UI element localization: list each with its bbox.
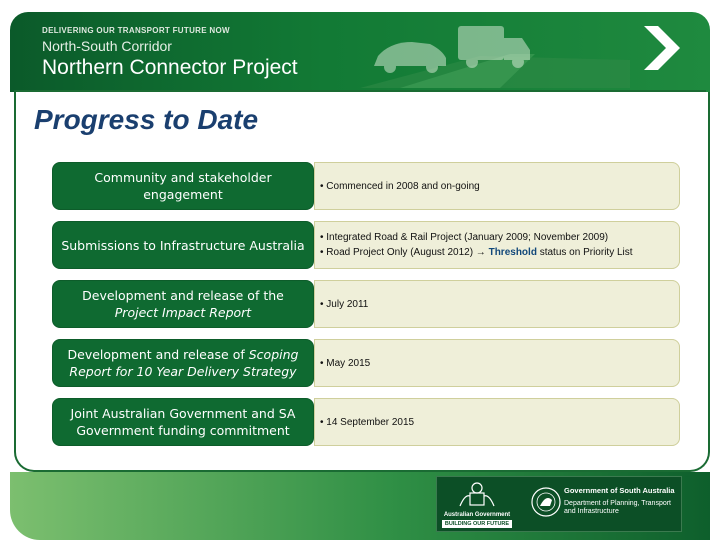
row-label-italic: Scoping Report for 10 Year Delivery Strategy [69,347,299,379]
row-label [52,221,314,269]
row-label-text: Submissions to Infrastructure Australia [61,237,305,253]
row-value-text: • Road Project Only (August 2012) → [320,247,489,258]
sa-department-text: Department of Planning, Transport and Infrastructure [564,500,672,515]
row-value [314,398,680,446]
row-value-line: • 14 September 2015 [320,416,415,428]
row-value-line: • May 2015 [320,357,371,369]
row-label-text [82,287,284,321]
ag-tagline: BUILDING OUR FUTURE [442,520,512,528]
header-banner [0,0,720,92]
row-label [52,339,314,387]
row-label-text [57,346,309,380]
road-vehicles-image [360,16,630,88]
row-value [314,280,680,328]
row-label-text: Joint Australian Government and SA Government funding commitment [70,406,296,438]
row-label-prefix: Development and release of the [82,288,284,303]
row-label [52,280,314,328]
row-value-line: • Commenced in 2008 and on-going [320,180,480,192]
row-label-italic: Project Impact Report [114,305,252,320]
row-label-text: Community and stakeholder engagement [94,170,272,202]
page-title: Progress to Date [34,104,259,135]
row-label [52,162,314,210]
row-value-line [320,245,680,260]
header-corridor: North-South Corridor [42,38,172,54]
row-value-text: status on Priority List [536,247,633,258]
row-value [314,339,680,387]
row-label [52,398,314,446]
coat-of-arms-icon [457,480,497,512]
sa-government-title: Government of South Australia [564,486,675,495]
chevron-right-icon [640,22,684,74]
row-label-prefix: Development and release of [67,347,249,362]
header-tagline: DELIVERING OUR TRANSPORT FUTURE NOW [42,26,230,35]
header-project-title: Northern Connector Project [42,56,298,79]
ag-name-text: Australian Government [443,512,511,518]
row-value-line: • Integrated Road & Rail Project (January 2009; November 2009) [320,232,609,243]
row-value-line: • July 2011 [320,298,369,310]
threshold-text: Threshold [488,247,537,258]
row-value [314,221,680,269]
south-australia-logo [528,478,678,528]
piping-shrike-icon [530,486,562,518]
australian-government-logo [438,478,516,528]
row-value [314,162,680,210]
